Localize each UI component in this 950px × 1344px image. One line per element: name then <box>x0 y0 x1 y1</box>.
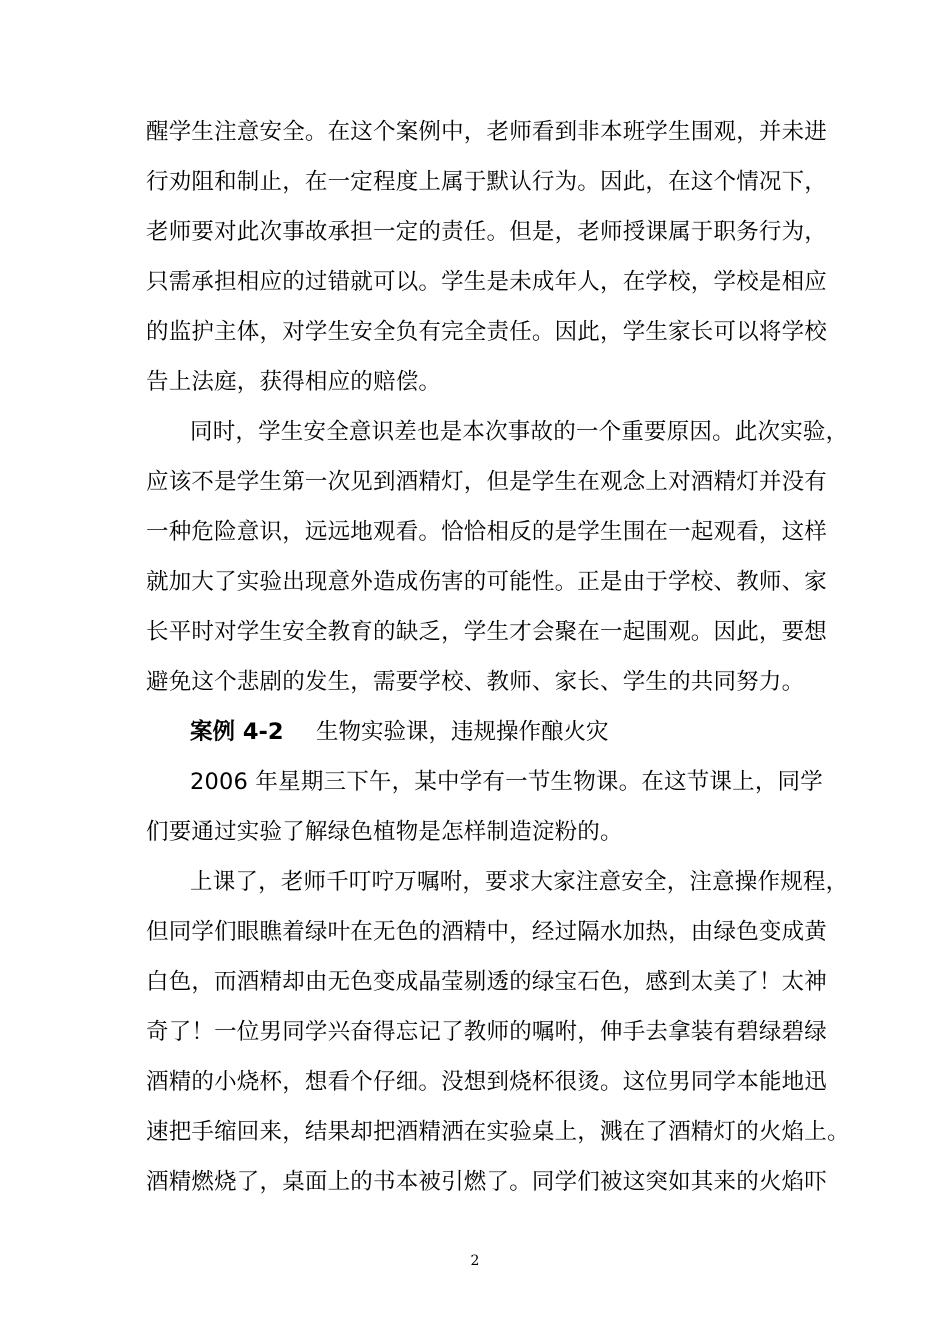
text-line: 醒学生注意安全。在这个案例中，老师看到非本班学生围观，并未进 <box>146 119 828 145</box>
case-heading-label: 案例 4-2 <box>190 719 284 745</box>
text-line: 奇了！一位男同学兴奋得忘记了教师的嘱咐，伸手去拿装有碧绿碧绿 <box>146 1019 828 1045</box>
text-line: 但同学们眼瞧着绿叶在无色的酒精中，经过隔水加热，由绿色变成黄 <box>146 919 828 945</box>
text-line: 行劝阻和制止，在一定程度上属于默认行为。因此，在这个情况下， <box>146 169 828 195</box>
text-line: 的监护主体，对学生安全负有完全责任。因此，学生家长可以将学校 <box>146 319 828 345</box>
text-line: 老师要对此次事故承担一定的责任。但是，老师授课属于职务行为， <box>146 219 828 245</box>
text-line: 2006 年星期三下午，某中学有一节生物课。在这节课上，同学 <box>190 769 823 795</box>
text-line: 就加大了实验出现意外造成伤害的可能性。正是由于学校、教师、家 <box>146 569 828 595</box>
text-line: 酒精燃烧了，桌面上的书本被引燃了。同学们被这突如其来的火焰吓 <box>146 1169 828 1195</box>
page-number: 2 <box>470 1253 480 1269</box>
text-line: 同时，学生安全意识差也是本次事故的一个重要原因。此次实验， <box>190 419 849 445</box>
case-heading-title: 生物实验课，违规操作酿火灾 <box>316 719 609 745</box>
text-line: 们要通过实验了解绿色植物是怎样制造淀粉的。 <box>146 819 623 845</box>
text-line: 酒精的小烧杯，想看个仔细。没想到烧杯很烫。这位男同学本能地迅 <box>146 1069 828 1095</box>
text-line: 长平时对学生安全教育的缺乏，学生才会聚在一起围观。因此，要想 <box>146 619 828 645</box>
text-line: 避免这个悲剧的发生，需要学校、教师、家长、学生的共同努力。 <box>146 669 805 695</box>
text-line: 上课了，老师千叮咛万嘱咐，要求大家注意安全，注意操作规程， <box>190 869 849 895</box>
text-line: 白色，而酒精却由无色变成晶莹剔透的绿宝石色，感到太美了！太神 <box>146 969 828 995</box>
text-line: 应该不是学生第一次见到酒精灯，但是学生在观念上对酒精灯并没有 <box>146 469 828 495</box>
text-line: 速把手缩回来，结果却把酒精洒在实验桌上，溅在了酒精灯的火焰上。 <box>146 1119 850 1145</box>
text-line: 告上法庭，获得相应的赔偿。 <box>146 369 442 395</box>
text-line: 一种危险意识，远远地观看。恰恰相反的是学生围在一起观看，这样 <box>146 519 828 545</box>
text-line: 只需承担相应的过错就可以。学生是未成年人，在学校，学校是相应 <box>146 269 828 295</box>
